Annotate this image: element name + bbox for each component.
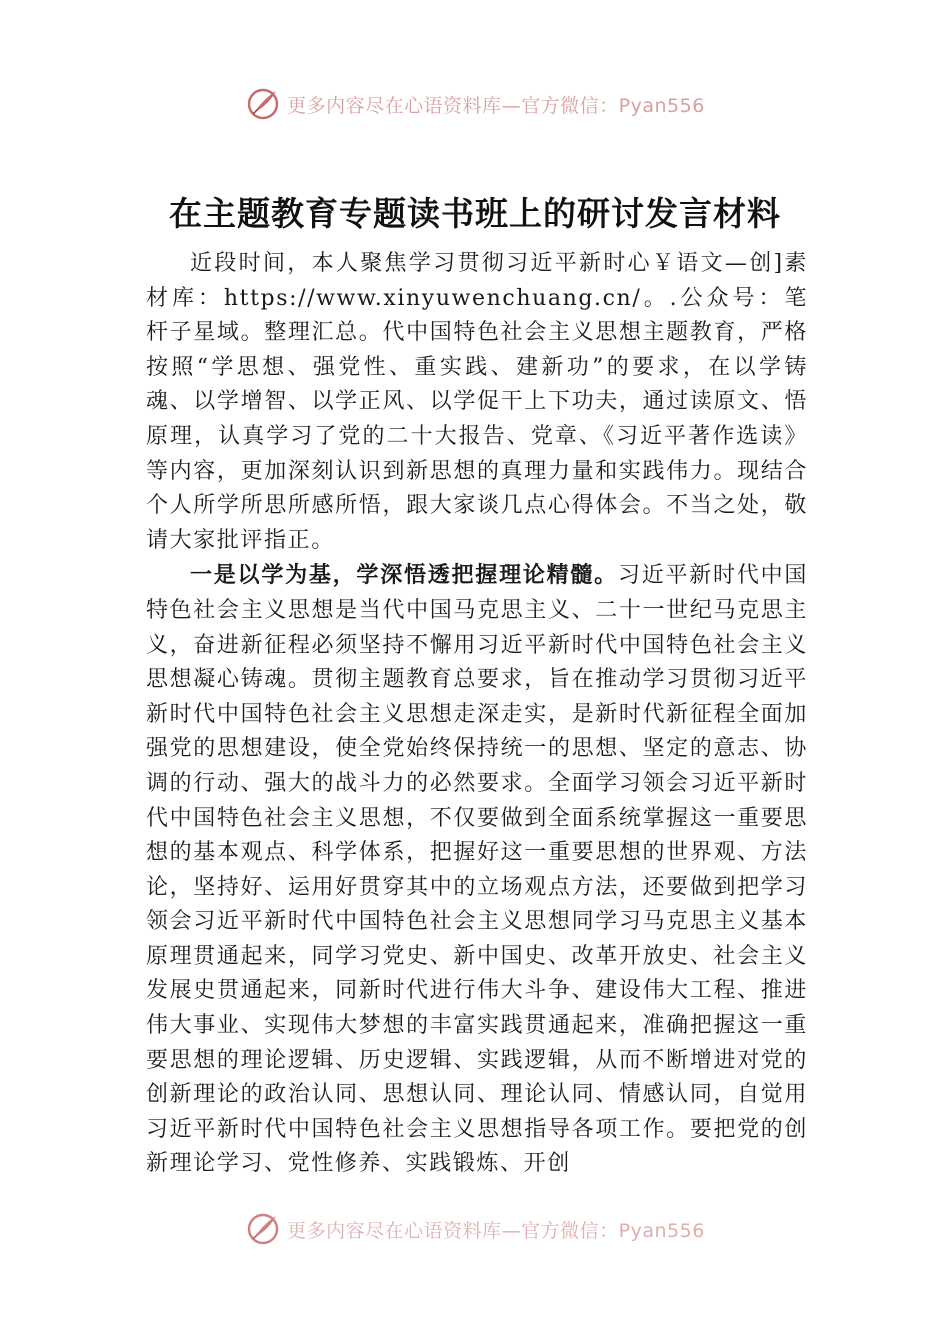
- paragraph-lead: 一是以学为基，学深悟透把握理论精髓。: [190, 562, 618, 589]
- paragraph: [146, 558, 808, 1182]
- watermark-footer: [0, 1211, 950, 1247]
- paragraph-text: 习近平新时代中国特色社会主义思想是当代中国马克思主义、二十一世纪马克思主义，奋进新征程必须坚持不懈用习近平新时代中国特色社会主义思想凝心铸魂。贯彻主题教育总要求，旨在推动学习贯彻习近平新时代中国特色社会主义思想走深走实，是新时代新征程全面加强党的思想建设，使全党始终保持统一的思想、坚定的意志、协调的行动、强大的战斗力的必然要求。全面学习领会习近平新时代中国特色社会主义思想，不仅要做到全面系统掌握这一重要思想的基本观点、科学体系，把握好这一重要思想的世界观、方法论，坚持好、运用好贯穿其中的立场观点方法，还要做到把学习领会习近平新时代中国特色社会主义思想同学习马克思主义基本原理贯通起来，同学习党史、新中国史、改革开放史、社会主义发展史贯通起来，同新时代进行伟大斗争、建设伟大工程、推进伟大事业、实现伟大梦想的丰富实践贯通起来，准确把握这一重要思想的理论逻辑、历史逻辑、实践逻辑，从而不断增进对党的创新理论的政治认同、思想认同、理论认同、情感认同，自觉用习近平新时代中国特色社会主义思想指导各项工作。要把党的创新理论学习、党性修养、实践锻炼、开创: [146, 563, 808, 1177]
- watermark-text: 更多内容尽在心语资料库—官方微信：Pyan556: [287, 94, 705, 117]
- document-title: 在主题教育专题读书班上的研讨发言材料: [169, 194, 781, 233]
- paragraph-text: 近段时间，本人聚焦学习贯彻习近平新时心￥语文—创]素材库：https://www.xinyuwenchuang.cn/。.公众号：笔杆子星域。整理汇总。代中国特色社会主义思想主题教育，严格按照“学思想、强党性、重实践、建新功”的要求，在以学铸魂、以学增智、以学正风、以学促干上下功夫，通过读原文、悟原理，认真学习了党的二十大报告、党章、《习近平著作选读》等内容，更加深刻认识到新思想的真理力量和实践伟力。现结合个人所学所思所感所悟，跟大家谈几点心得体会。不当之处，敬请大家批评指正。: [146, 251, 808, 553]
- watermark-text: 更多内容尽在心语资料库—官方微信：Pyan556: [287, 1219, 705, 1242]
- paragraph: [146, 246, 808, 558]
- document-body: [146, 246, 808, 1182]
- quill-circle-icon: [245, 86, 281, 122]
- watermark-header: [0, 86, 950, 122]
- quill-circle-icon: [245, 1211, 281, 1247]
